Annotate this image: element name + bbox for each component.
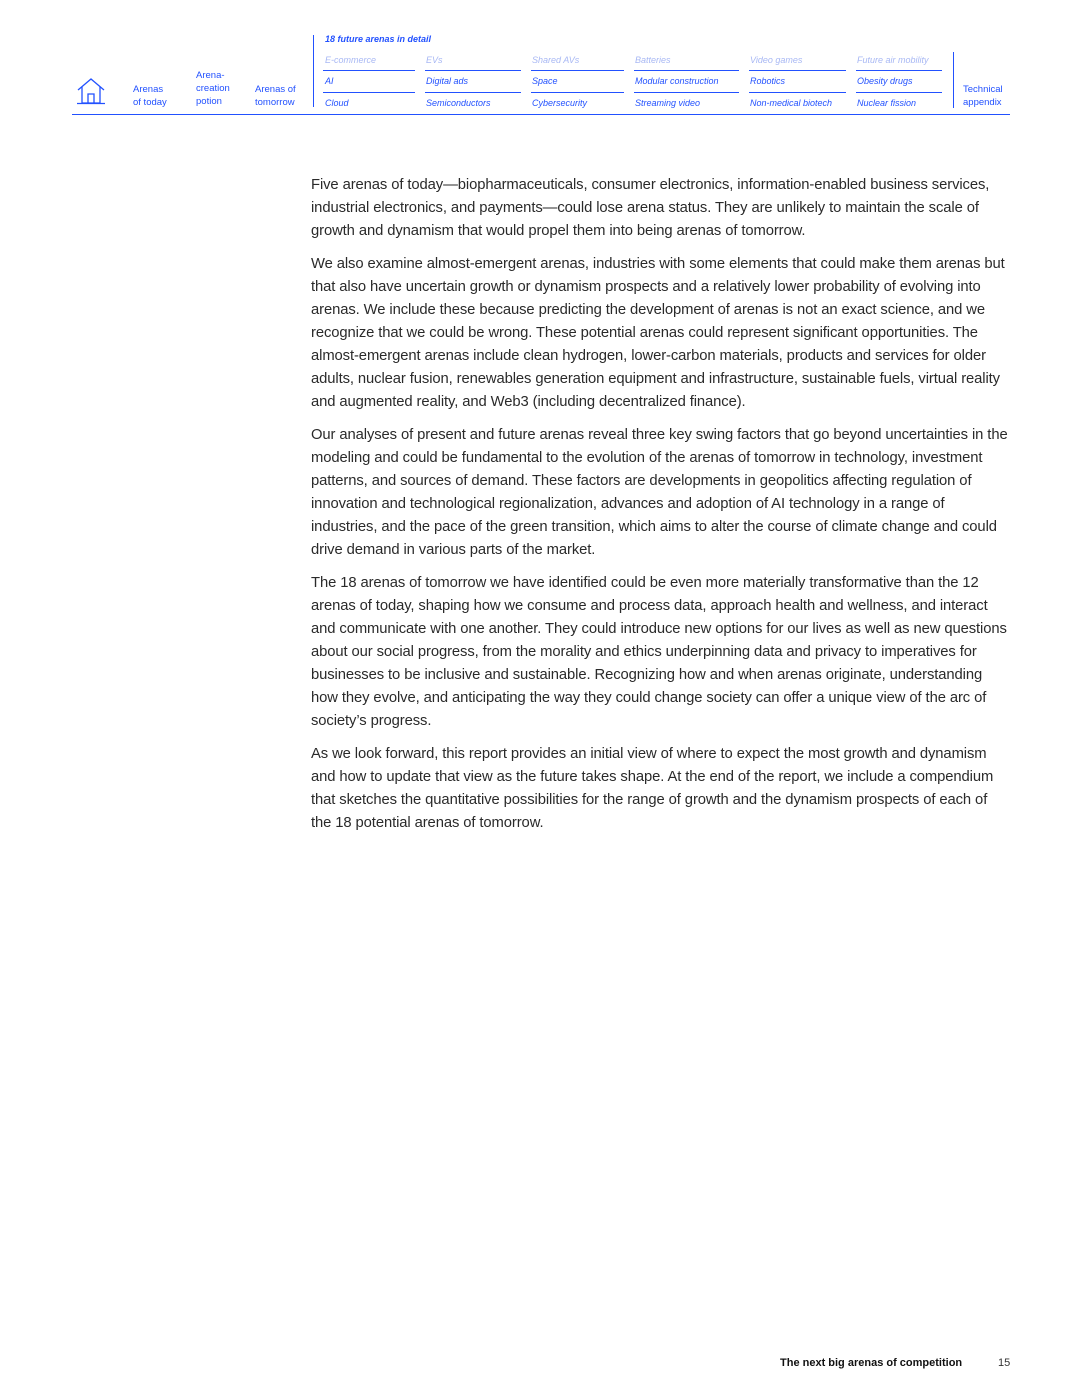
grid-rule <box>531 70 624 71</box>
home-icon[interactable] <box>76 77 106 105</box>
grid-rule <box>425 70 521 71</box>
arena-link-cloud[interactable]: Cloud <box>325 98 349 108</box>
grid-rule <box>634 70 739 71</box>
body-paragraph: We also examine almost-emergent arenas, industries with some elements that could make them arenas but that also have uncertain growth or dynamism prospects and a relatively lower probability of evolving into arenas. We include these because predicting the development of arenas is not an exact science, and we recognize that we could be wrong. These potential arenas could represent significant opportunities. The almost-emergent arenas include clean hydrogen, lower-carbon materials, products and services for older adults, nuclear fusion, renewables generation equipment and infrastructure, sustainable fuels, virtual reality and augmented reality, and Web3 (including decentralized finance). <box>311 256 1005 410</box>
grid-rule <box>749 70 846 71</box>
grid-rule <box>856 70 942 71</box>
body-paragraph: As we look forward, this report provides an initial view of where to expect the most growth and dynamism and how to update that view as the future takes shape. At the end of the report, we include a compendium that sketches the quantitative possibilities for the range of growth and the dynamism prospects of each of the 18 potential arenas of tomorrow. <box>311 746 994 831</box>
nav-arenas-of-today-line-1: Arenas <box>133 84 164 95</box>
arena-link-batteries[interactable]: Batteries <box>635 55 671 65</box>
arena-link-streaming-video[interactable]: Streaming video <box>635 98 701 108</box>
arena-link-modular-construction[interactable]: Modular construction <box>635 76 719 86</box>
nav-arena-creation-line-1: Arena- <box>196 70 225 81</box>
nav-technical-appendix[interactable] <box>963 83 1013 109</box>
arena-link-obesity-drugs[interactable]: Obesity drugs <box>857 76 913 86</box>
nav-arena-creation-line-2: creation <box>196 83 230 94</box>
arena-link-cybersecurity[interactable]: Cybersecurity <box>532 98 588 108</box>
grid-rule <box>749 92 846 93</box>
arena-link-ai[interactable]: AI <box>325 76 334 86</box>
arena-link-shared-avs[interactable]: Shared AVs <box>532 55 580 65</box>
nav-technical-appendix-line-1: Technical <box>963 84 1003 95</box>
body-paragraph: The 18 arenas of tomorrow we have identified could be even more materially transformative than the 12 arenas of today, shaping how we consume and process data, approach health and wellness, and interact and communicate with one another. They could introduce new options for our lives as well as new questions about our social progress, from the morality and ethics underpinning data and privacy to imperatives for businesses to be inclusive and sustainable. Recognizing how and when arenas originate, understanding how they evolve, and anticipating the way they could change society can offer a unique view of the arc of society’s progress. <box>311 575 1007 729</box>
grid-rule <box>323 92 415 93</box>
grid-rule <box>856 92 942 93</box>
body-paragraph: Our analyses of present and future arenas reveal three key swing factors that go beyond uncertainties in the modeling and could be fundamental to the evolution of the arenas of tomorrow in technology, investment patterns, and sources of demand. These factors are developments in geopolitics affecting regulation of innovation and technological regionalization, advances and adoption of AI technology in a range of industries, and the pace of the green transition, which aims to alter the course of climate change and could drive demand in various parts of the market. <box>311 427 1008 558</box>
nav-arenas-of-tomorrow[interactable] <box>255 83 305 109</box>
future-arenas-detail-title: 18 future arenas in detail <box>325 34 432 44</box>
grid-rule <box>531 92 624 93</box>
arena-link-ecommerce[interactable]: E-commerce <box>325 55 377 65</box>
nav-arena-creation-line-3: potion <box>196 96 222 107</box>
arena-link-digital-ads[interactable]: Digital ads <box>426 76 469 86</box>
nav-divider-right <box>953 52 954 108</box>
footer-report-title: The next big arenas of competition <box>780 1357 963 1369</box>
nav-divider-left <box>313 35 314 107</box>
arena-link-evs[interactable]: EVs <box>426 55 443 65</box>
body-paragraph: Five arenas of today—biopharmaceuticals, consumer electronics, information-enabled business services, industrial electronics, and payments—could lose arena status. They are unlikely to maintain the scale of growth and dynamism that would propel them into being arenas of tomorrow. <box>311 177 990 239</box>
nav-arenas-of-today[interactable] <box>133 83 183 109</box>
nav-arena-creation-potion[interactable] <box>196 69 246 108</box>
grid-rule <box>323 70 415 71</box>
grid-rule <box>425 92 521 93</box>
arena-link-space[interactable]: Space <box>532 76 558 86</box>
page-number: 15 <box>998 1357 1011 1369</box>
nav-technical-appendix-line-2: appendix <box>963 97 1002 108</box>
arena-link-robotics[interactable]: Robotics <box>750 76 786 86</box>
arena-link-non-medical-biotech[interactable]: Non-medical biotech <box>750 98 833 108</box>
nav-arenas-of-today-line-2: of today <box>133 97 167 108</box>
arena-link-semiconductors[interactable]: Semiconductors <box>426 98 491 108</box>
nav-arenas-of-tomorrow-line-2: tomorrow <box>255 97 295 108</box>
nav-bottom-rule <box>72 114 1010 115</box>
nav-arenas-of-tomorrow-line-1: Arenas of <box>255 84 296 95</box>
top-navigation <box>0 0 1080 120</box>
body-text <box>311 174 1011 845</box>
arena-link-video-games[interactable]: Video games <box>750 55 803 65</box>
arena-link-future-air-mobility[interactable]: Future air mobility <box>857 55 929 65</box>
grid-rule <box>634 92 739 93</box>
arena-link-nuclear-fission[interactable]: Nuclear fission <box>857 98 917 108</box>
